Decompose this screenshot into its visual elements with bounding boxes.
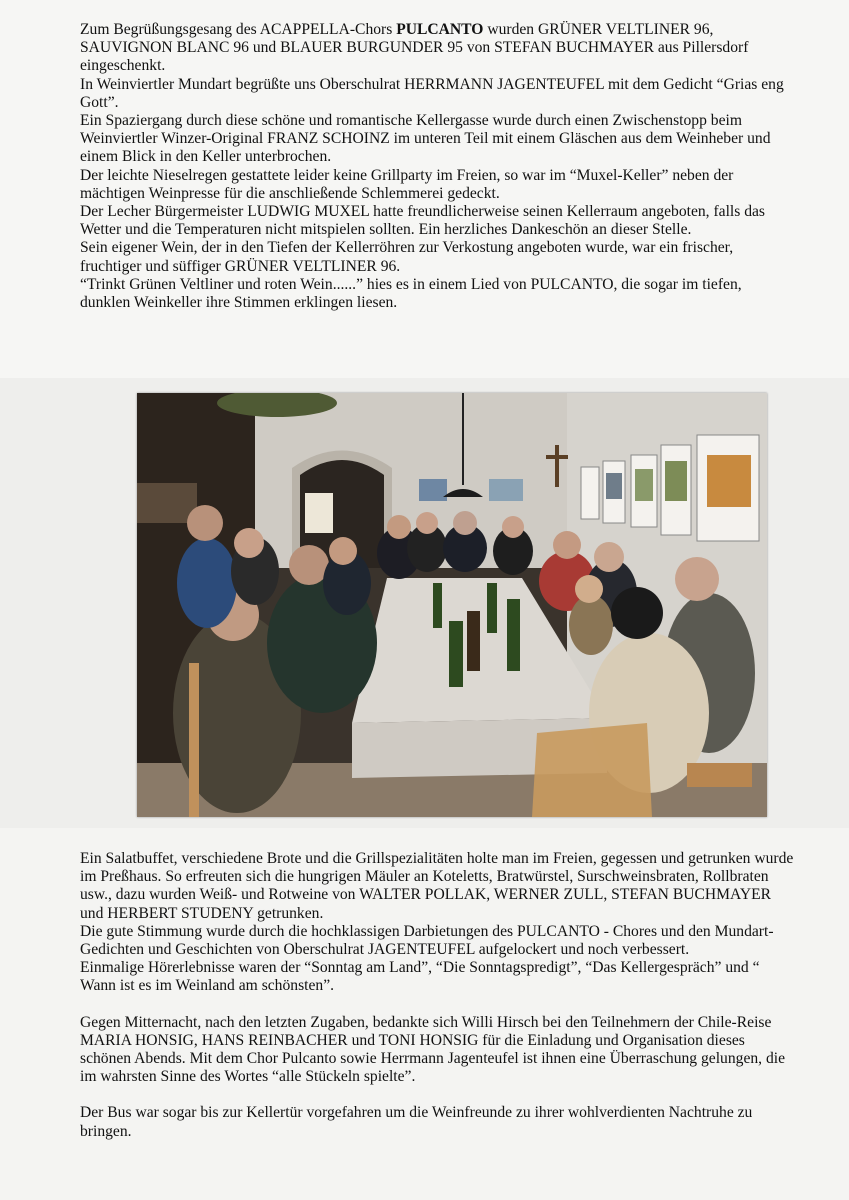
paragraph-highlights: Einmalige Hörerlebnisse waren der “Sonntag am Land”, “Die Sonntagspredigt”, “Das Kellergespräch” und “ Wann ist es im Weinland am schönsten”. <box>80 959 760 995</box>
paragraph-thanks: Gegen Mitternacht, nach den letzten Zugaben, bedankte sich Willi Hirsch bei den Teilnehmern der Chile-Reise MARIA HONSIG, HANS REINBACHER und TONI HONSIG für die Einladung und Organisation dieses schönen Abends. Mit dem Chor Pulcanto sowie Herrmann Jagenteufel ist ihnen eine Überraschung gelungen, die im wahrsten Sinne des Wortes “alle Stückeln spielte”. <box>80 1013 786 1086</box>
paragraph-song: “Trinkt Grünen Veltliner und roten Wein......” hies es in einem Lied von PULCANTO, die sogar im tiefen, dunklen Weinkeller ihre Stimmen erklingen liesen. <box>80 275 742 312</box>
paragraph-rain: Der leichte Nieselregen gestattete leider keine Grillparty im Freien, so war im “Muxel-Keller” neben der mächtigen Weinpresse für die anschließende Schlemmerei gedeckt. <box>80 166 734 202</box>
cellar-dinner-photo <box>137 393 767 817</box>
paragraph-walk: Ein Spaziergang durch diese schöne und romantische Kellergasse wurde durch einen Zwischenstopp beim Weinviertler Winzer-Original FRANZ SCHOINZ im unteren Teil mit einem Gläschen aus dem Weinheber und einem Blick in den Keller unterbrochen. <box>80 112 771 166</box>
bottom-text-block <box>80 850 795 1141</box>
paragraph-mundart: In Weinviertler Mundart begrüßte uns Oberschulrat HERRMANN JAGENTEUFEL mit dem Gedicht “Grias eng Gott”. <box>80 75 784 111</box>
paragraph-own-wine: Sein eigener Wein, der in den Tiefen der Kellerröhren zur Verkostung angeboten wurde, war ein frischer, fruchtiger und süffiger GRÜNER VELTLINER 96. <box>80 239 734 275</box>
paragraph-spacer <box>80 996 795 1014</box>
paragraph-spacer <box>80 1086 795 1104</box>
choir-name-bold: PULCANTO <box>396 21 484 38</box>
paragraph-bus: Der Bus war sogar bis zur Kellertür vorgefahren um die Weinfreunde zu ihrer wohlverdienten Nachtruhe zu bringen. <box>80 1104 753 1140</box>
paragraph-greeting <box>80 21 795 76</box>
paragraph-buffet: Ein Salatbuffet, verschiedene Brote und die Grillspezialitäten holte man im Freien, gegessen und getrunken wurde im Preßhaus. So erfreuten sich die hungrigen Mäuler an Koteletts, Bratwürstel, Surschweinsbraten, Rollbraten usw., dazu wurden Weiß- und Rotweine von WALTER POLLAK, WERNER ZULL, STEFAN BUCHMAYER und HERBERT STUDENY getrunken. <box>80 850 794 922</box>
paragraph-text: Zum Begrüßungsgesang des ACAPPELLA-Chors <box>80 21 397 38</box>
top-text-block <box>80 21 795 312</box>
paragraph-text: wurden GRÜNER VELTLINER 96, SAUVIGNON BLANC 96 und BLAUER BURGUNDER 95 von STEFAN BUCHMAYER aus Pillersdorf eingeschenkt. <box>80 21 749 75</box>
paragraph-mayor: Der Lecher Bürgermeister LUDWIG MUXEL hatte freundlicherweise seinen Kellerraum angeboten, falls das Wetter und die Temperaturen nicht mitspielen sollten. Ein herzliches Dankeschön an dieser Stelle. <box>80 203 765 239</box>
paragraph-mood: Die gute Stimmung wurde durch die hochklassigen Darbietungen des PULCANTO - Chores und den Mundart-Gedichten und Geschichten von Oberschulrat JAGENTEUFEL aufgelockert und noch verbessert. <box>80 922 774 959</box>
